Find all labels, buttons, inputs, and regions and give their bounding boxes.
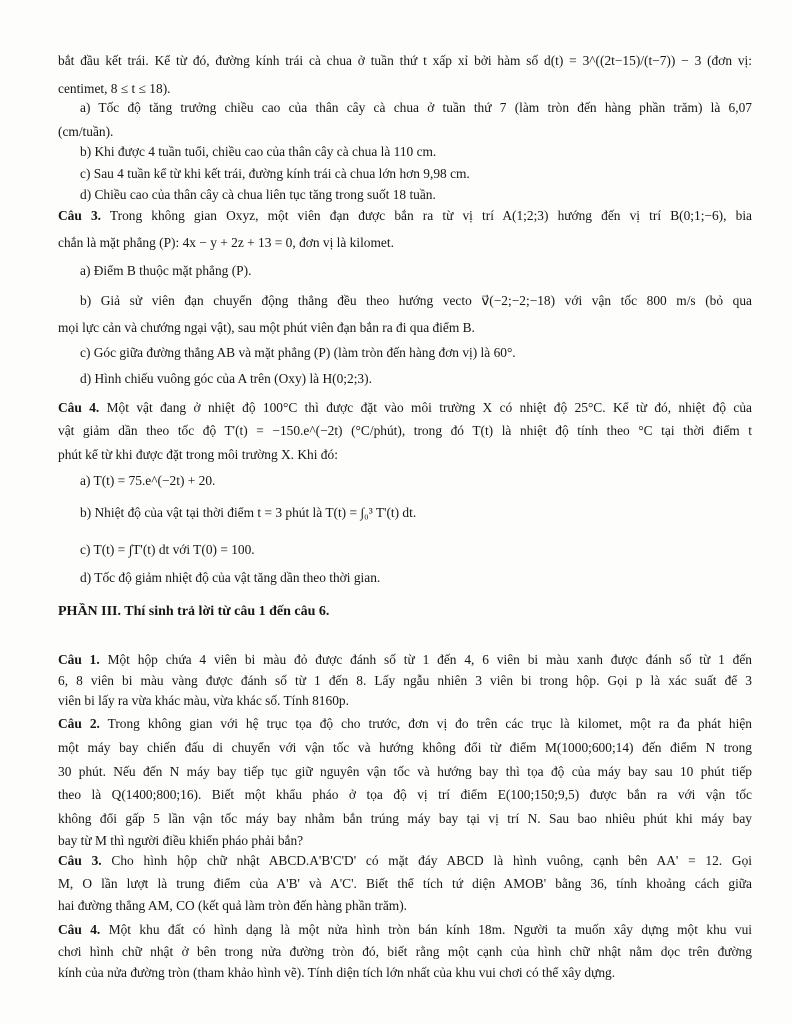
option-c: c) Góc giữa đường thẳng AB và mặt phẳng (P) (làm tròn đến hàng đơn vị) là 60°. bbox=[80, 345, 516, 360]
text-line: (cm/tuần). bbox=[58, 124, 114, 139]
section-heading: PHẦN III. Thí sinh trả lời từ câu 1 đến câu 6. bbox=[58, 604, 330, 619]
text-line: viên bi lấy ra vừa khác màu, vừa khác số. Tính 8160p. bbox=[58, 693, 349, 708]
question-2-stem: Câu 2. Trong không gian với hệ trục tọa độ cho trước, đơn vị đo trên các trục là kilomet, một ra đa phát hiện bbox=[58, 716, 752, 731]
text-line: một máy bay chiến đấu di chuyển với vận tốc và hướng không đổi từ điểm M(1000;600;14) đến điểm N trong bbox=[58, 740, 752, 755]
text-line: M, O lần lượt là trung điểm của A'B' và A'C'. Biết thể tích tứ diện AMOB' bằng 36, tính khoảng cách giữa bbox=[58, 876, 752, 891]
text-line: chắn là mặt phẳng (P): 4x − y + 2z + 13 = 0, đơn vị là kilomet. bbox=[58, 235, 394, 250]
option-d: d) Tốc độ giảm nhiệt độ của vật tăng dần theo thời gian. bbox=[80, 570, 381, 585]
question-number: Câu 4. bbox=[58, 922, 101, 937]
question-number: Câu 1. bbox=[58, 652, 100, 667]
question-3-stem: Câu 3. Trong không gian Oxyz, một viên đạn được bắn ra từ vị trí A(1;2;3) hướng đến vị trí B(0;1;−6), bia bbox=[58, 208, 752, 223]
question-number: Câu 3. bbox=[58, 853, 102, 868]
question-4-stem: Câu 4. Một khu đất có hình dạng là một nửa hình tròn bán kính 18m. Người ta muốn xây dựng một khu vui bbox=[58, 922, 752, 937]
question-number: Câu 3. bbox=[58, 208, 101, 223]
text-line: không đổi gấp 5 lần vận tốc máy bay nhằm bắn trúng máy bay tại vị trí N. Sau bao nhiêu phút khi máy bay bbox=[58, 811, 752, 826]
question-3-stem: Câu 3. Cho hình hộp chữ nhật ABCD.A'B'C'D' có mặt đáy ABCD là hình vuông, cạnh bên AA' = 12. Gọi bbox=[58, 853, 752, 868]
option-b: b) Khi được 4 tuần tuổi, chiều cao của thân cây cà chua là 110 cm. bbox=[80, 144, 437, 159]
option-d: d) Chiều cao của thân cây cà chua liên tục tăng trong suốt 18 tuần. bbox=[80, 187, 436, 202]
option-b: b) Nhiệt độ của vật tại thời điểm t = 3 phút là T(t) = ∫₀³ T'(t) dt. bbox=[80, 505, 417, 520]
option-a: a) Điểm B thuộc mặt phẳng (P). bbox=[80, 263, 252, 278]
text-line: vật giảm dần theo tốc độ T'(t) = −150.e^(−2t) (°C/phút), trong đó T(t) là nhiệt độ tính theo °C tại thời điểm t bbox=[58, 423, 752, 438]
option-b: b) Giả sử viên đạn chuyển động thẳng đều theo hướng vecto v⃗(−2;−2;−18) với vận tốc 800 m/s (bỏ qua bbox=[80, 293, 752, 308]
text-line: theo là Q(1400;800;16). Biết một khẩu pháo ở tọa độ vị trí điểm E(100;150;9,5) được bắn ra với vận tốc bbox=[58, 787, 752, 802]
text-line: 30 phút. Nếu đến N máy bay tiếp tục giữ nguyên vận tốc và hướng bay thì tọa độ của máy bay sau 10 phút tiếp bbox=[58, 764, 752, 779]
question-number: Câu 4. bbox=[58, 400, 100, 415]
text-line: chơi hình chữ nhật ở bên trong nửa đường tròn đó, biết rằng một cạnh của hình chữ nhật nằm dọc trên đường bbox=[58, 944, 752, 959]
option-c: c) T(t) = ∫T'(t) dt với T(0) = 100. bbox=[80, 542, 255, 557]
option-a: a) T(t) = 75.e^(−2t) + 20. bbox=[80, 473, 216, 488]
text-line: mọi lực cản và chướng ngại vật), sau một phút viên đạn bắn ra đi qua điểm B. bbox=[58, 320, 475, 335]
text-line: centimet, 8 ≤ t ≤ 18). bbox=[58, 81, 171, 96]
text-line: bay từ M thì người điều khiển pháo phải bắn? bbox=[58, 833, 304, 848]
text-line: phút kể từ khi được đặt trong môi trường X. Khi đó: bbox=[58, 447, 338, 462]
option-a: a) Tốc độ tăng trưởng chiều cao của thân cây cà chua ở tuần thứ 7 (làm tròn đến hàng phần trăm) là 6,07 bbox=[80, 100, 752, 115]
text-line: hai đường thẳng AM, CO (kết quả làm tròn đến hàng phần trăm). bbox=[58, 898, 408, 913]
question-4-stem: Câu 4. Một vật đang ở nhiệt độ 100°C thì được đặt vào môi trường X có nhiệt độ 25°C. Kể từ đó, nhiệt độ của bbox=[58, 400, 752, 415]
question-1-stem: Câu 1. Một hộp chứa 4 viên bi màu đỏ được đánh số từ 1 đến 4, 6 viên bi màu xanh được đánh số từ 1 đến bbox=[58, 652, 752, 667]
option-c: c) Sau 4 tuần kể từ khi kết trái, đường kính trái cà chua lớn hơn 9,98 cm. bbox=[80, 166, 470, 181]
option-d: d) Hình chiếu vuông góc của A trên (Oxy) là H(0;2;3). bbox=[80, 371, 372, 386]
text-line: 6, 8 viên bi màu vàng được đánh số từ 1 đến 8. Lấy ngẫu nhiên 3 viên bi trong hộp. Gọi p là xác suất để 3 bbox=[58, 673, 752, 688]
text-line: bắt đầu kết trái. Kể từ đó, đường kính trái cà chua ở tuần thứ t xấp xỉ bởi hàm số d(t) = 3^((2t−15)/(t−7)) − 3 (đơn vị: bbox=[58, 53, 752, 68]
text-line: kính của nửa đường tròn (tham khảo hình vẽ). Tính diện tích lớn nhất của khu vui chơi có thể xây dựng. bbox=[58, 965, 616, 980]
question-number: Câu 2. bbox=[58, 716, 100, 731]
